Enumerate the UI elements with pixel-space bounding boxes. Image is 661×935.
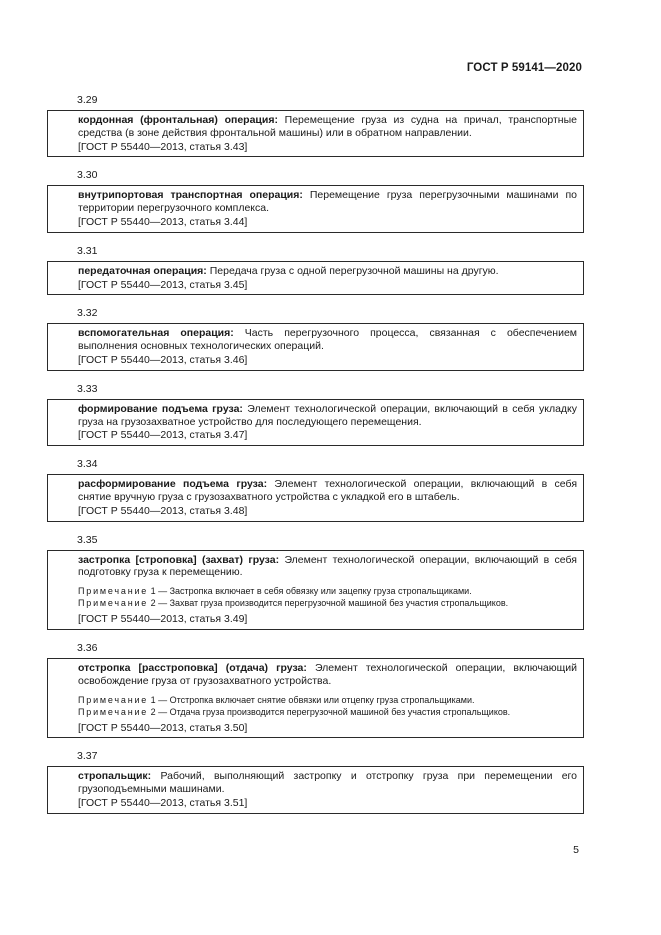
term-source: [ГОСТ Р 55440—2013, статья 3.48] bbox=[78, 504, 248, 517]
term-name: формирование подъема груза: bbox=[78, 402, 243, 415]
term-name: застропка [строповка] (захват) груза: bbox=[78, 553, 280, 566]
term-definition: Рабочий, выполняющий застропку и отстропку груза при перемещении его грузоподъемными машинами. bbox=[78, 770, 577, 796]
term-definition: Элемент технологической операции, включающий в себя снятие вручную груза с грузозахватного устройства с укладкой его в штабель. bbox=[78, 478, 578, 503]
term-source: [ГОСТ Р 55440—2013, статья 3.50] bbox=[78, 721, 248, 734]
term-name: вспомогательная операция: bbox=[78, 327, 234, 340]
entry-number: 3.31 bbox=[77, 244, 98, 257]
notes-block bbox=[78, 585, 577, 609]
term-entry bbox=[47, 185, 584, 232]
term-definition: Передача груза с одной перегрузочной машины на другую. bbox=[206, 264, 499, 277]
term-entry bbox=[47, 550, 584, 630]
term-source: [ГОСТ Р 55440—2013, статья 3.51] bbox=[78, 796, 248, 809]
term-name: кордонная (фронтальная) операция: bbox=[78, 114, 278, 126]
entry-number: 3.36 bbox=[77, 641, 98, 654]
note bbox=[78, 694, 577, 706]
entry-number: 3.32 bbox=[77, 307, 98, 320]
term-name: внутрипортовая транспортная операция: bbox=[78, 189, 303, 202]
terms-list bbox=[47, 94, 584, 826]
term-entry bbox=[47, 110, 584, 157]
term-entry bbox=[47, 658, 584, 738]
term-source: [ГОСТ Р 55440—2013, статья 3.47] bbox=[78, 429, 248, 442]
entry-number: 3.35 bbox=[77, 533, 98, 546]
term-entry bbox=[47, 323, 584, 370]
note-text: 2 — Захват груза производится перегрузочной машиной без участия стропальщиков. bbox=[148, 598, 509, 609]
note-text: 2 — Отдача груза производится перегрузочной машиной без участия стропальщиков. bbox=[148, 706, 511, 717]
page-number: 5 bbox=[573, 844, 579, 856]
entry-number: 3.37 bbox=[77, 750, 98, 763]
term-name: отстропка [расстроповка] (отдача) груза: bbox=[78, 661, 307, 674]
term-source: [ГОСТ Р 55440—2013, статья 3.45] bbox=[78, 278, 248, 291]
note bbox=[78, 597, 577, 609]
term-definition: Элемент технологической операции, включающий освобождение груза от грузозахватного устройства. bbox=[78, 661, 577, 687]
note-text: 1 — Застропка включает в себя обвязку или зацепку груза стропальщиками. bbox=[148, 586, 472, 597]
term-source: [ГОСТ Р 55440—2013, статья 3.44] bbox=[78, 215, 248, 228]
note bbox=[78, 706, 577, 718]
entry-number: 3.33 bbox=[77, 382, 98, 395]
term-definition: Элемент технологической операции, включающий в себя подготовку груза к перемещению. bbox=[78, 553, 577, 579]
note-label: Примечание bbox=[78, 694, 149, 705]
note-label: Примечание bbox=[78, 706, 149, 717]
term-source: [ГОСТ Р 55440—2013, статья 3.43] bbox=[78, 140, 248, 153]
term-definition: Перемещение груза из судна на причал, транспортные средства (в зоне действия фронтальной машины) или в обратном направлении. bbox=[78, 114, 577, 139]
note-label: Примечание bbox=[78, 586, 149, 597]
term-entry bbox=[47, 474, 584, 521]
term-name: расформирование подъема груза: bbox=[78, 478, 268, 491]
term-entry bbox=[47, 766, 584, 813]
term-name: передаточная операция: bbox=[78, 264, 207, 277]
term-entry bbox=[47, 261, 584, 296]
notes-block bbox=[78, 694, 577, 718]
term-source: [ГОСТ Р 55440—2013, статья 3.46] bbox=[78, 353, 248, 366]
entry-number: 3.34 bbox=[77, 458, 98, 471]
term-name: стропальщик: bbox=[78, 770, 152, 783]
entry-number: 3.30 bbox=[77, 169, 98, 182]
note bbox=[78, 585, 577, 597]
entry-number: 3.29 bbox=[77, 94, 98, 106]
note-text: 1 — Отстропка включает снятие обвязки или отцепку груза стропальщиками. bbox=[148, 694, 475, 705]
note-label: Примечание bbox=[78, 598, 149, 609]
term-entry bbox=[47, 399, 584, 446]
term-definition: Часть перегрузочного процесса, связанная с обеспечением выполнения основных технологических операций. bbox=[78, 327, 578, 353]
term-definition: Элемент технологической операции, включающий в себя укладку груза на грузозахватное устройство для последующего перемещения. bbox=[78, 402, 577, 428]
term-definition: Перемещение груза перегрузочными машинами по территории перегрузочного комплекса. bbox=[78, 189, 577, 215]
term-source: [ГОСТ Р 55440—2013, статья 3.49] bbox=[78, 613, 248, 626]
document-id: ГОСТ Р 59141—2020 bbox=[466, 62, 582, 74]
